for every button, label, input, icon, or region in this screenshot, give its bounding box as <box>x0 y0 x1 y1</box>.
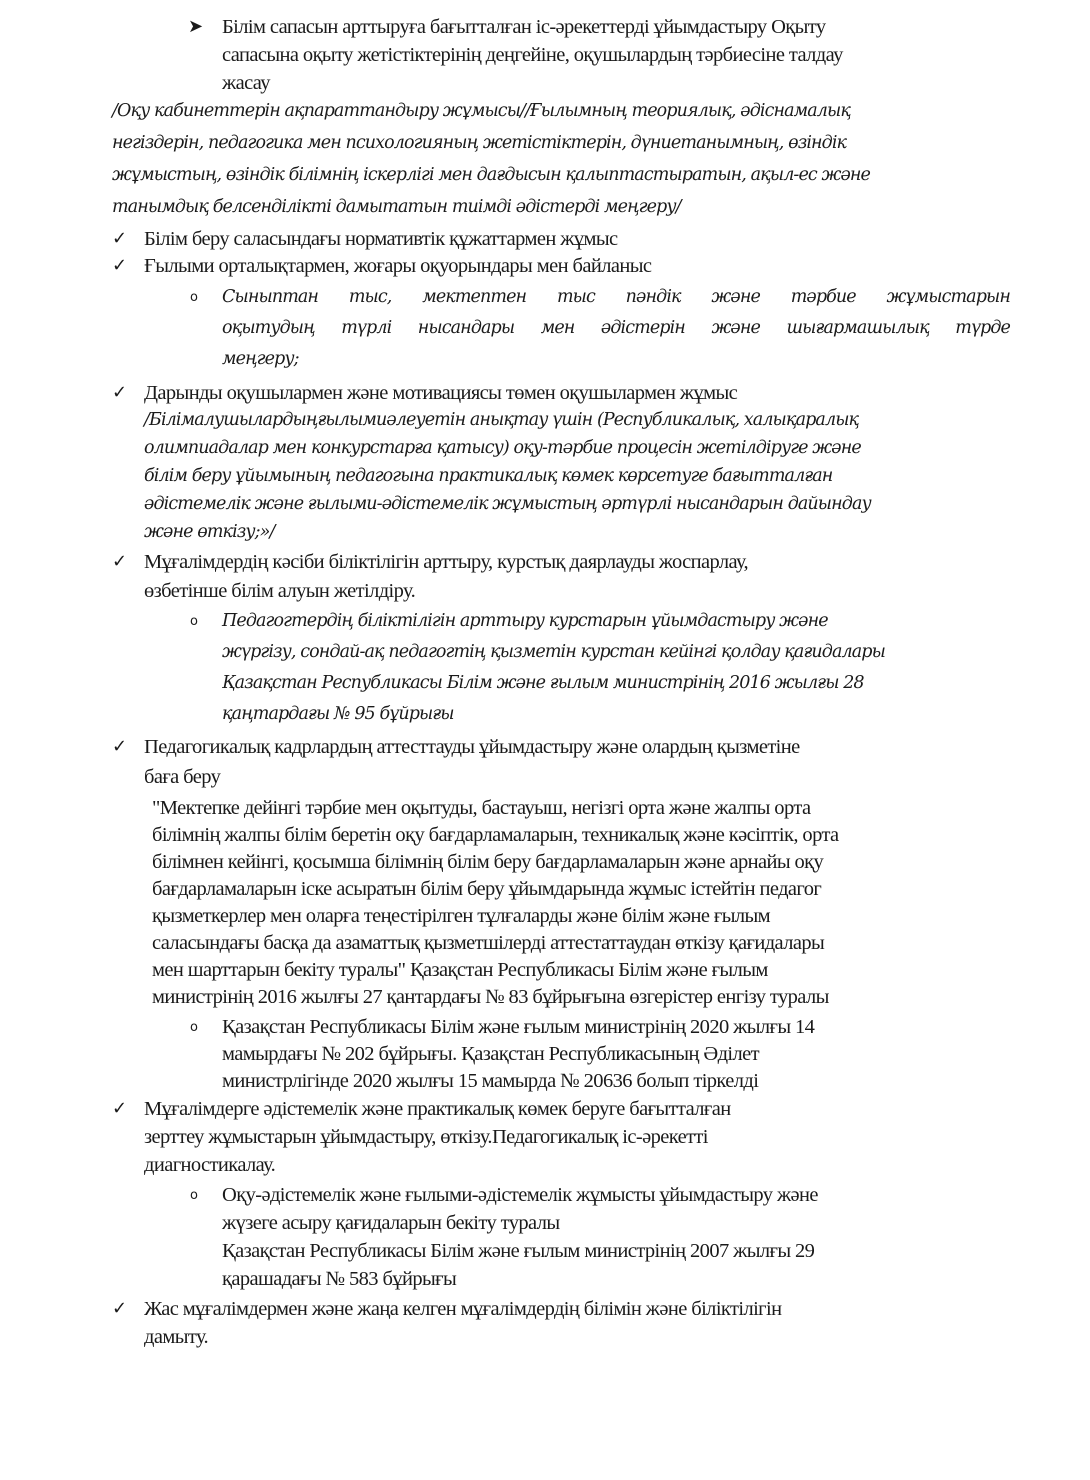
italic-text-line: олимпиадалар мен конкурстарға қатысу) оқу-тәрбие процесін жетілдіруге және <box>144 438 861 458</box>
italic-text-line: Қазақстан Республикасы Білім және ғылым министрінің 2016 жылғы 28 <box>222 673 864 693</box>
italic-text-line: білім беру ұйымының педагогына практикалық көмек көрсетуге бағытталған <box>144 466 833 486</box>
check-bullet-icon: ✓ <box>112 382 128 403</box>
text-line: мен шарттарын бекіту туралы" Қазақстан Республикасы Білім және ғылым <box>152 959 768 981</box>
italic-text-line: танымдық белсенділікті дамытатын тиімді әдістерді меңгеру/ <box>112 197 681 217</box>
text-line: Оқу-әдістемелік және ғылыми-әдістемелік жұмысты ұйымдастыру және <box>222 1184 818 1206</box>
text-line: Мұғалімдердің кәсіби біліктілігін арттыру, курстық даярлауды жоспарлау, <box>144 551 749 573</box>
text-line: Ғылыми орталықтармен, жоғары оқуорындары мен байланыс <box>144 255 652 277</box>
italic-text-line: /Оқу кабинеттерін ақпараттандыру жұмысы//Ғылымның теориялық, әдіснамалық <box>112 101 851 121</box>
italic-text-line: меңгеру; <box>222 349 299 369</box>
text-line: білімнен кейінгі, қосымша білімнің білім беру бағдарламаларын және арнайы оқу <box>152 851 824 873</box>
text-line: дамыту. <box>144 1326 209 1348</box>
text-line: баға беру <box>144 766 221 788</box>
text-line: диагностикалау. <box>144 1154 276 1176</box>
text-line: Жас мұғалімдермен және жаңа келген мұғалімдердің білімін және біліктілігін <box>144 1298 782 1320</box>
text-line: бағдарламаларын іске асыратын білім беру ұйымдарында жұмыс істейтін педагог <box>152 878 822 900</box>
text-line: жүзеге асыру қағидаларын бекіту туралы <box>222 1212 560 1234</box>
italic-text-line: /Білімалушылардыңғылымиәлеуетін анықтау үшін (Республикалық, халықаралық <box>144 410 859 430</box>
text-line: Қазақстан Республикасы Білім және ғылым министрінің 2020 жылғы 14 <box>222 1016 815 1038</box>
text-line: білімнің жалпы білім беретін оқу бағдарламаларын, техникалық және кәсіптік, орта <box>152 824 839 846</box>
text-line: мамырдағы № 202 бұйрығы. Қазақстан Республикасының Әділет <box>222 1043 759 1065</box>
text-line: зерттеу жұмыстарын ұйымдастыру, өткізу.Педагогикалық іс-әрекетті <box>144 1126 708 1148</box>
text-line: өзбетінше білім алуын жетілдіру. <box>144 580 416 602</box>
check-bullet-icon: ✓ <box>112 228 128 249</box>
check-bullet-icon: ✓ <box>112 1098 128 1119</box>
italic-text-line: жұмыстың, өзіндік білімнің іскерлігі мен дағдысын қалыптастыратын, ақыл-ес және <box>112 165 870 185</box>
italic-text-line: оқытудың түрлі нысандары мен әдістерін және шығармашылық түрде <box>222 318 1010 338</box>
italic-text-line: Педагогтердің біліктілігін арттыру курстарын ұйымдастыру және <box>222 611 828 631</box>
text-line: Білім беру саласындағы нормативтік құжаттармен жұмыс <box>144 228 618 250</box>
circle-bullet-icon: o <box>190 290 198 305</box>
check-bullet-icon: ✓ <box>112 736 128 757</box>
text-line: қарашадағы № 583 бұйрығы <box>222 1268 457 1290</box>
italic-text-line: қаңтардағы № 95 бұйрығы <box>222 704 454 724</box>
text-line: Білім сапасын арттыруға бағытталған іс-әрекеттерді ұйымдастыру Оқыту <box>222 16 826 38</box>
text-line: Қазақстан Республикасы Білім және ғылым министрінің 2007 жылғы 29 <box>222 1240 815 1262</box>
text-line: сапасына оқыту жетістіктерінің деңгейіне, оқушылардың тәрбиесіне талдау <box>222 44 843 66</box>
text-line: қызметкерлер мен оларға теңестірілген тұлғаларды және білім және ғылым <box>152 905 771 927</box>
text-line: Дарынды оқушылармен және мотивациясы төмен оқушылармен жұмыс <box>144 382 738 404</box>
text-line: министрлігінде 2020 жылғы 15 мамырда № 20636 болып тіркелді <box>222 1070 759 1092</box>
text-line: Педагогикалық кадрлардың аттесттауды ұйымдастыру және олардың қызметіне <box>144 736 800 758</box>
circle-bullet-icon: o <box>190 1188 198 1203</box>
text-line: Мұғалімдерге әдістемелік және практикалық көмек беруге бағытталған <box>144 1098 731 1120</box>
text-line: саласындағы басқа да азаматтық қызметшілерді аттестаттаудан өткізу қағидалары <box>152 932 825 954</box>
text-line: "Мектепке дейінгі тәрбие мен оқытуды, бастауыш, негізгі орта және жалпы орта <box>152 797 811 819</box>
text-line: жасау <box>222 72 270 94</box>
text-line: министрінің 2016 жылғы 27 қантардағы № 83 бұйрығына өзгерістер енгізу туралы <box>152 986 829 1008</box>
italic-text-line: әдістемелік және ғылыми-әдістемелік жұмыстың әртүрлі нысандарын дайындау <box>144 494 871 514</box>
italic-text-line: Сыныптан тыс, мектептен тыс пәндік және тәрбие жұмыстарын <box>222 287 1010 307</box>
italic-text-line: және өткізу;»/ <box>144 522 275 542</box>
circle-bullet-icon: o <box>190 614 198 629</box>
italic-text-line: жүргізу, сондай-ақ педагогтің қызметін курстан кейінгі қолдау қағидалары <box>222 642 885 662</box>
circle-bullet-icon: o <box>190 1020 198 1035</box>
check-bullet-icon: ✓ <box>112 255 128 276</box>
arrow-bullet-icon: ➤ <box>188 16 204 37</box>
check-bullet-icon: ✓ <box>112 1298 128 1319</box>
italic-text-line: негіздерін, педагогика мен психологияның жетістіктерін, дүниетанымның, өзіндік <box>112 133 847 153</box>
check-bullet-icon: ✓ <box>112 551 128 572</box>
